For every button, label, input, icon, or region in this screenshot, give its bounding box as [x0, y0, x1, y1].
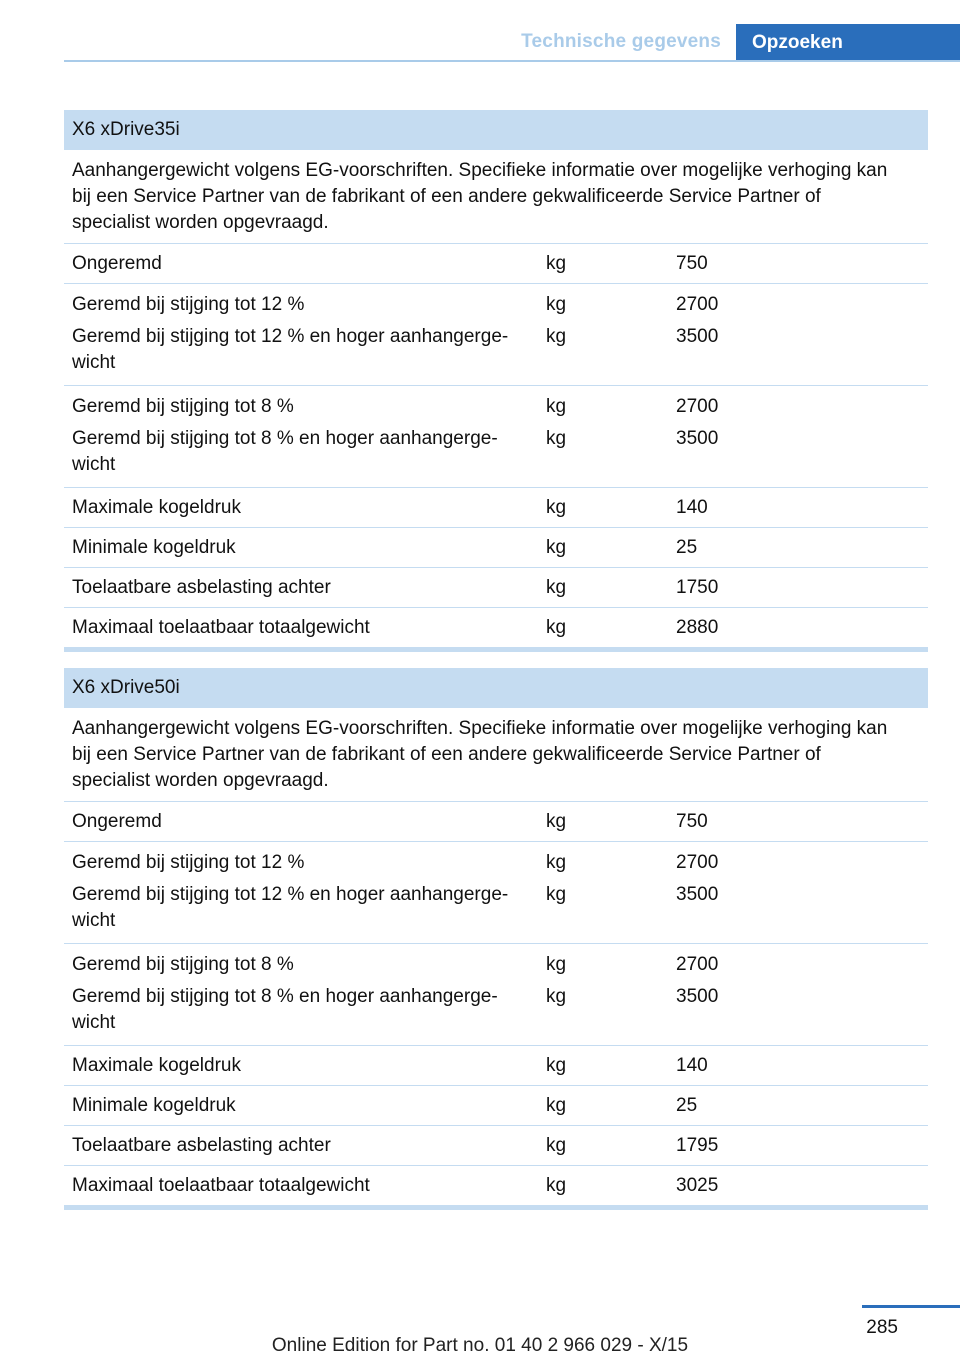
spec-unit: kg [546, 577, 567, 598]
header-divider [64, 60, 960, 62]
table-row [64, 284, 928, 386]
spec-value: 25 [676, 1095, 698, 1116]
spec-label: Maximale kogeldruk [72, 497, 241, 518]
spec-unit: kg [546, 428, 567, 449]
table-row [64, 944, 928, 1046]
table-row [64, 1166, 928, 1205]
spec-value: 2700 [676, 852, 719, 873]
table-line [64, 292, 928, 318]
table-line [64, 615, 928, 641]
page-number-rule [862, 1305, 960, 1308]
spec-label: Geremd bij stijging tot 12 % [72, 852, 305, 873]
table-line [64, 495, 928, 521]
table-row [64, 1126, 928, 1166]
table-row [64, 802, 928, 842]
spec-unit: kg [546, 294, 567, 315]
edition-text: Online Edition for Part no. 01 40 2 966 029 - X/15 [271, 1335, 689, 1356]
spec-label: Geremd bij stijging tot 12 % en hoger aanhangerge-wicht [72, 884, 509, 931]
spec-unit: kg [546, 1095, 567, 1116]
table-rows [64, 244, 928, 647]
table-row [64, 528, 928, 568]
spec-value: 1795 [676, 1135, 719, 1156]
table-row [64, 488, 928, 528]
spec-label: Geremd bij stijging tot 12 % en hoger aanhangerge-wicht [72, 326, 509, 373]
spec-unit: kg [546, 537, 567, 558]
table-row [64, 386, 928, 488]
spec-label: Maximaal toelaatbaar totaalgewicht [72, 617, 370, 638]
spec-unit: kg [546, 497, 567, 518]
spec-label: Geremd bij stijging tot 8 % en hoger aanhangerge-wicht [72, 986, 498, 1033]
table-row [64, 1086, 928, 1126]
spec-label: Maximale kogeldruk [72, 1055, 241, 1076]
table-line [64, 1173, 928, 1199]
spec-unit: kg [546, 253, 567, 274]
spec-label: Geremd bij stijging tot 8 % en hoger aanhangerge-wicht [72, 428, 498, 475]
spec-unit: kg [546, 954, 567, 975]
page-number: 285 [866, 1317, 898, 1338]
spec-value: 3500 [676, 428, 719, 449]
spec-unit: kg [546, 617, 567, 638]
spec-value: 750 [676, 811, 708, 832]
model-header: X6 xDrive50i [64, 668, 928, 708]
spec-unit: kg [546, 1135, 567, 1156]
table-rows [64, 802, 928, 1205]
table-line [64, 809, 928, 835]
table-line [64, 426, 928, 478]
spec-value: 3500 [676, 884, 719, 905]
spec-unit: kg [546, 1175, 567, 1196]
spec-value: 3025 [676, 1175, 719, 1196]
spec-value: 750 [676, 253, 708, 274]
table-line [64, 1053, 928, 1079]
spec-label: Toelaatbare asbelasting achter [72, 577, 331, 598]
spec-value: 2700 [676, 294, 719, 315]
table-line [64, 1133, 928, 1159]
spec-label: Maximaal toelaatbaar totaalgewicht [72, 1175, 370, 1196]
table-line [64, 324, 928, 376]
table-line [64, 575, 928, 601]
table-row [64, 608, 928, 647]
table-line [64, 850, 928, 876]
spec-unit: kg [546, 326, 567, 347]
spec-value: 1750 [676, 577, 719, 598]
spec-table-xdrive50i [64, 668, 928, 1210]
spec-label: Ongeremd [72, 253, 162, 274]
table-note: Aanhangergewicht volgens EG-voorschriften. Specifieke informatie over mogelijke verhoging kan bij een Service Partner van de fabrikant of een andere gekwalificeerde Service Partner of specialist worden opgevraagd. [64, 150, 928, 244]
spec-value: 3500 [676, 326, 719, 347]
spec-label: Minimale kogeldruk [72, 1095, 236, 1116]
table-row [64, 244, 928, 284]
spec-unit: kg [546, 986, 567, 1007]
table-line [64, 535, 928, 561]
table-line [64, 984, 928, 1036]
spec-label: Geremd bij stijging tot 8 % [72, 954, 294, 975]
table-line [64, 952, 928, 978]
spec-table-xdrive35i [64, 110, 928, 652]
spec-unit: kg [546, 396, 567, 417]
spec-value: 140 [676, 1055, 708, 1076]
spec-unit: kg [546, 852, 567, 873]
spec-label: Geremd bij stijging tot 12 % [72, 294, 305, 315]
table-line [64, 394, 928, 420]
spec-label: Toelaatbare asbelasting achter [72, 1135, 331, 1156]
spec-unit: kg [546, 1055, 567, 1076]
table-row [64, 842, 928, 944]
spec-value: 3500 [676, 986, 719, 1007]
spec-value: 2880 [676, 617, 719, 638]
spec-label: Ongeremd [72, 811, 162, 832]
chapter-tab[interactable]: Opzoeken [736, 24, 960, 62]
table-note: Aanhangergewicht volgens EG-voorschriften. Specifieke informatie over mogelijke verhoging kan bij een Service Partner van de fabrikant of een andere gekwalificeerde Service Partner of specialist worden opgevraagd. [64, 708, 928, 802]
spec-value: 2700 [676, 954, 719, 975]
page-header [0, 0, 960, 62]
table-line [64, 882, 928, 934]
edition-footer [0, 1334, 960, 1358]
spec-value: 25 [676, 537, 698, 558]
spec-value: 140 [676, 497, 708, 518]
table-row [64, 1046, 928, 1086]
spec-unit: kg [546, 811, 567, 832]
spec-label: Geremd bij stijging tot 8 % [72, 396, 294, 417]
spec-label: Minimale kogeldruk [72, 537, 236, 558]
spec-value: 2700 [676, 396, 719, 417]
model-header: X6 xDrive35i [64, 110, 928, 150]
section-title: Technische gegevens [521, 31, 721, 52]
table-line [64, 1093, 928, 1119]
table-row [64, 568, 928, 608]
table-line [64, 251, 928, 277]
spec-unit: kg [546, 884, 567, 905]
